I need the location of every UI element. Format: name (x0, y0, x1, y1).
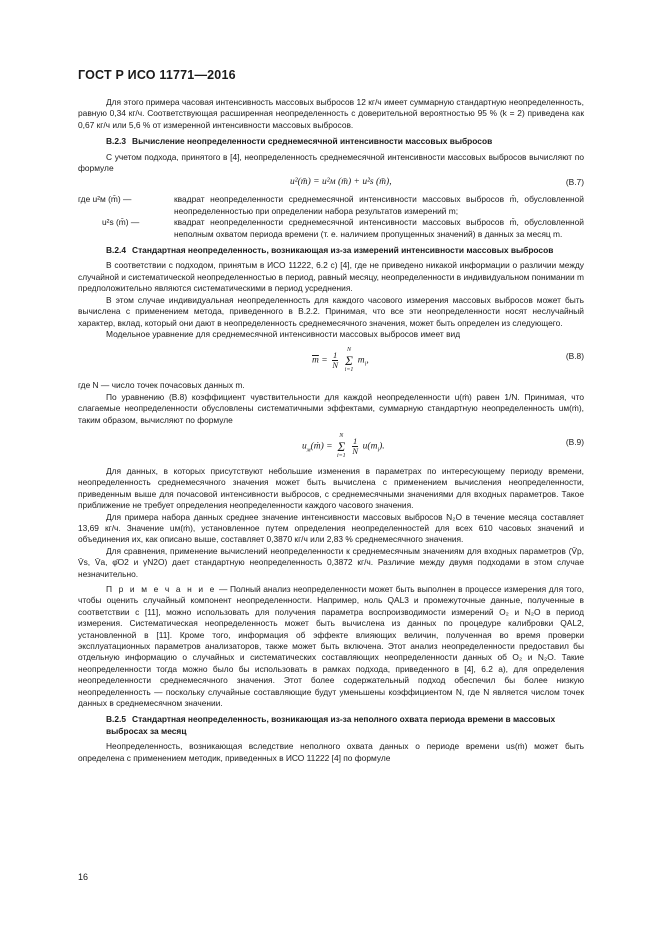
equation-formula: $u_м(ṁ)$ = N Σ i=1 $\frac{1}{N}$ $u(m_i)$. (302, 432, 385, 459)
section-title: Стандартная неопределенность, возникающая из-за измерений интенсивности массовых выбросов (132, 245, 554, 256)
paragraph: Для примера набора данных среднее значение интенсивности массовых выбросов N₂O в течение месяца составляет 13,69 кг/ч. Значение uм(ṁ), установленное путем определения неопределенностей для всех 610 часовых значений и объединения их, как описано выше, составляет 0,3870 кг/ч или 2,83 % среднемесячного значения. (78, 511, 584, 545)
page-number: 16 (78, 872, 89, 882)
paragraph: где N — число точек почасовых данных m. (78, 380, 245, 391)
equation-b8 (78, 343, 584, 377)
paragraph: Модельное уравнение для среднемесячной интенсивности массовых выбросов имеет вид (106, 328, 461, 339)
definition-item (78, 217, 584, 240)
equation-number: (В.7) (565, 177, 584, 188)
section-heading (78, 245, 584, 256)
document-header: ГОСТ Р ИСО 11771—2016 (78, 68, 236, 82)
definition-symbol: u²s (m̄) — (102, 217, 140, 228)
equation-b7 (78, 177, 584, 191)
definition-text: квадрат неопределенности среднемесячной интенсивности массовых выбросов m̄, обусловленной неполным охватом периода времени (т. е. наличием пропущенных значений) в данных за месяц m. (174, 217, 584, 239)
equation-b9 (78, 429, 584, 463)
paragraph: В этом случае индивидуальная неопределенность для каждого часового измерения массовых выбросов может быть вычислена с применением метода, приведенного в В.2.2. Принимая, что все эти неопределенности носят неслучайный характер, вклад, который они дают в неопределенность среднемесячного значения, может быть определен из следующего. (78, 294, 584, 328)
equation-number: (В.8) (565, 351, 584, 362)
section-title: Вычисление неопределенности среднемесячной интенсивности массовых выбросов (132, 136, 493, 147)
definition-item (78, 194, 584, 217)
section-number: В.2.4 (106, 245, 127, 256)
paragraph: По уравнению (В.8) коэффициент чувствительности для каждой неопределенности u(ṁ) равен 1/N. Принимая, что слагаемые неопределенности обусловлены систематичными эффектами, суммарную стандартную неопределенность uм(ṁ), таким образом, вычисляют по формуле (78, 391, 584, 425)
note-text: — Полный анализ неопределенности может быть выполнен в процессе измерения для того, чтобы оценить случайный компонент неопределенности. Например, ноль QAL3 и промежуточные данные, полученные в соответствии с [11], можно использовать для получения параметра воспроизводимости измерений O₂ и N₂O в период измерения. Систематическая неопределенность может быть вычислена из данных по процедуре калибровки QAL2, установленной в [11]. Кроме того, информация об эффекте влияющих величин, полученная во время проверки эксплуатационных параметров анализаторов, также может быть включена. Этот анализ неопределенности предоставил бы отдельную информацию о случайных и систематических составляющих неопределенности данных об O₂ и N₂O. Такие неопределенности тогда можно было бы использовать в рамках подхода, приведенного в [4], 6.2 a), для определения неопределенности среднемесячного значения. Этот более содержательный подход обеспечил бы более низкую неопределенность — поскольку случайные составляющие будут уменьшены коэффициентом N, где N является числом точек данных в среднемесячном значении. (78, 584, 584, 709)
section-number: В.2.3 (106, 136, 127, 147)
section-number: В.2.5 (106, 714, 127, 725)
section-heading (78, 136, 584, 147)
paragraph: Для данных, в которых присутствуют небольшие изменения в параметрах по интересующему периоду времени, неопределенность среднемесячного значения может быть вычислена с применением вычисления неопределенности, приведенным выше для почасовой интенсивности выбросов, с среднемесячными значениями для входных параметров. Такое приближение не требует определения неопределенности каждого часового значения. (78, 465, 584, 511)
section-heading (78, 714, 584, 737)
paragraph: Для сравнения, применение вычислений неопределенности к среднемесячным значениям для входных параметров (V̄p, V̄s, V̄a, φ̄O2 и γN2O) дает стандартную неопределенность 0,3872 кг/ч. Различие между двумя подходами в этом случае незначительно. (78, 545, 584, 579)
equation-formula: u²(m̄) = u²м (m̄) + u²s (m̄), (290, 177, 392, 188)
definition-symbol: где u²м (m̄) — (78, 194, 132, 205)
paragraph: С учетом подхода, принятого в [4], неопределенность среднемесячной интенсивности массовых выбросов вычисляют по формуле (78, 151, 584, 174)
paragraph: Неопределенность, возникающая вследствие неполного охвата данных о периоде времени us(ṁ) может быть определена с применением методик, приведенных в ИСО 11222 [4] по формуле (78, 741, 584, 763)
equation-formula: $\overline{m}$ = $\frac{1}{N}$ N Σ i=1 $m_i$, (312, 347, 369, 374)
definition-text: квадрат неопределенности среднемесячной интенсивности массовых выбросов m̄, обусловленной неопределенностью при определении набора результатов измерений m; (174, 194, 584, 216)
section-title: Стандартная неопределенность, возникающая из-за неполного охвата периода времени в массовых выбросах за месяц (106, 714, 556, 736)
note-paragraph (78, 584, 584, 709)
equation-number: (В.9) (565, 436, 584, 447)
paragraph: Для этого примера часовая интенсивность массовых выбросов 12 кг/ч имеет суммарную стандартную неопределенность, равную 0,34 кг/ч. Соответствующая расширенная неопределенность с доверительной вероятностью 95 % (k = 2) приведена как 0,67 кг/ч или 5,6 % от измеренной интенсивности массовых выбросов. (78, 97, 584, 130)
document-body (78, 97, 584, 764)
note-label: П р и м е ч а н и е (106, 584, 217, 594)
paragraph: В соответствии с подходом, принятым в ИСО 11222, 6.2 c) [4], где не приведено никакой информации о различии между случайной и систематической неопределенностью в период, равный месяцу, неопределенности в индивидуальном понимании m предположительно являются систематическими в период усреднения. (78, 260, 584, 294)
